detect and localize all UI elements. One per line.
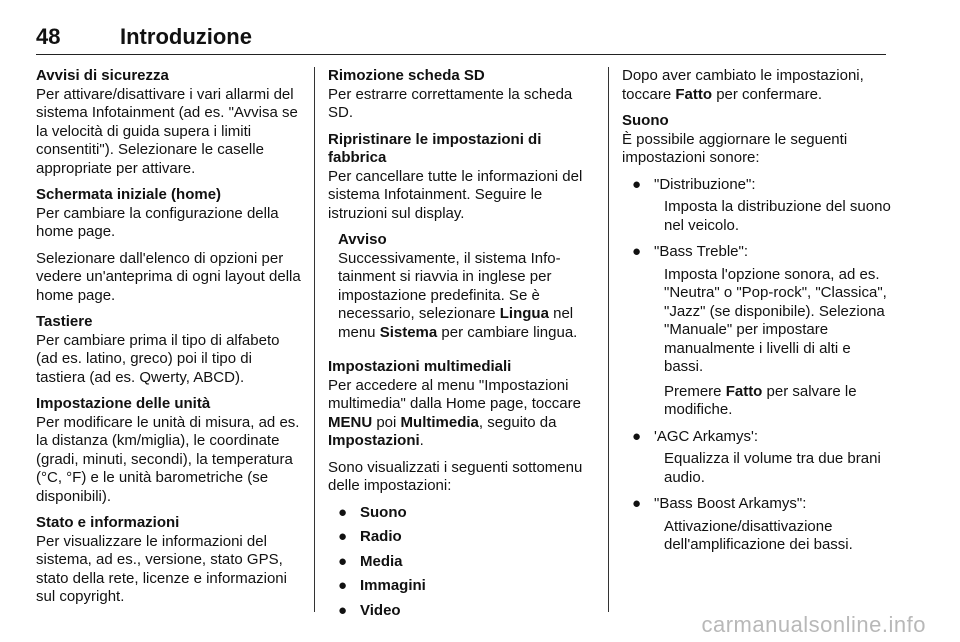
section-sound [622, 112, 894, 555]
bullet-icon: ● [632, 175, 642, 193]
list-item: ● Media [328, 553, 596, 572]
section-title: Impostazione delle unità [36, 395, 211, 412]
list-item [622, 428, 894, 488]
section-title: Stato e informazioni [36, 514, 180, 531]
section-units [36, 395, 304, 506]
item-desc: Attivazione/disattivazione dell'amplificazione dei bassi. [664, 517, 853, 553]
item-label: "Bass Treble": [654, 243, 749, 260]
column-3 [622, 67, 894, 563]
intro-paragraph: Dopo aver cambiato le impostazioni, toccare Fatto per confermare. [622, 67, 864, 103]
list-item: ● Suono [328, 504, 596, 523]
item-desc: Imposta l'opzione sonora, ad es. "Neutra" o "Pop-rock", "Classica", "Jazz" (se disponibile). Seleziona "Manuale" per impostare manualmente i livelli di alti e bassi. [664, 265, 887, 375]
page-header [36, 24, 886, 55]
section-title: Schermata iniziale (home) [36, 186, 222, 203]
notice-box [338, 231, 596, 342]
bullet-icon: ● [338, 552, 348, 570]
section-title: Avvisi di sicurezza [36, 67, 169, 84]
section-title: Tastiere [36, 313, 93, 330]
bullet-icon: ● [338, 577, 348, 594]
section-body: Per accedere al menu "Impostazioni multimedia" dalla Home page, toccare MENU poi Multimedia, seguito da Impostazioni. [328, 376, 581, 449]
section-body: Per modificare le unità di misura, ad es. la distanza (km/miglia), le coordinate (gradi, minuti, secondi), la temperatura (°C, °F) e le unità barometriche (se disponibili). [36, 413, 300, 505]
column-divider [314, 67, 315, 612]
section-body: Per cambiare la configurazione della home page. [36, 204, 279, 240]
list-item [622, 243, 894, 420]
section-title: Rimozione scheda SD [328, 67, 485, 84]
section-body: Per cambiare prima il tipo di alfabeto (ad es. latino, greco) poi il tipo di tastiera (ad es. Qwerty, ABCD). [36, 331, 280, 386]
page-number: 48 [36, 24, 61, 49]
watermark: carmanualsonline.info [701, 612, 926, 637]
section-body: Per attivare/disattivare i vari allarmi del sistema Infotainment (ad es. "Avvisa se la velocità di guida supera i limiti consentiti"). Selezionare le caselle appropriate per attivare. [36, 85, 298, 177]
item-desc: Equalizza il volume tra due brani audio. [664, 450, 881, 486]
bullet-icon: ● [632, 427, 642, 445]
page-title: Introduzione [120, 24, 252, 49]
item-label: 'AGC Arkamys': [654, 427, 759, 445]
section-home-screen [36, 186, 304, 305]
column-2 [328, 67, 596, 628]
section-body: Per cancellare tutte le informazioni del sistema Infotainment. Seguire le istruzioni sul display. [328, 167, 583, 222]
item-label: "Distribuzione": [654, 175, 756, 193]
list-item [622, 176, 894, 236]
section-media-settings [328, 358, 596, 620]
item-label: "Bass Boost Arkamys": [654, 495, 807, 512]
column-1 [36, 67, 304, 615]
section-body: Selezionare dall'elenco di opzioni per vedere un'anteprima di ogni layout della home page. [36, 249, 301, 304]
list-item [622, 495, 894, 555]
bullet-icon: ● [338, 528, 348, 545]
section-title: Suono [622, 112, 669, 129]
item-desc: Imposta la distribuzione del suono nel veicolo. [664, 198, 891, 234]
section-body: Per estrarre correttamente la scheda SD. [328, 85, 573, 121]
section-body: Per visualizzare le informazioni del sistema, ad es., versione, stato GPS, stato della rete, licenze e informazioni sul copyright. [36, 532, 287, 605]
submenu-list [328, 504, 596, 621]
list-item: ● Immagini [328, 577, 596, 596]
section-status-info [36, 514, 304, 607]
section-keyboards [36, 313, 304, 387]
bullet-icon: ● [632, 243, 642, 260]
section-title: Impostazioni multimediali [328, 358, 512, 375]
section-factory-reset [328, 131, 596, 224]
column-divider [608, 67, 609, 612]
notice-text: Successivamente, il sistema Infotainment si riavvia in inglese per impostazione predefinita. Se è necessario, selezionare Lingua nel menu Sistema per cambiare lingua. [338, 249, 578, 341]
section-body: Sono visualizzati i seguenti sottomenu delle impostazioni: [328, 458, 583, 494]
list-item: ● Video [328, 602, 596, 621]
list-item: ● Radio [328, 528, 596, 547]
section-title: Ripristinare le impostazioni di fabbrica [328, 130, 542, 166]
section-body: È possibile aggiornare le seguenti impostazioni sonore: [622, 130, 848, 166]
bullet-icon: ● [338, 601, 348, 619]
bullet-icon: ● [632, 495, 642, 512]
notice-title: Avviso [338, 231, 387, 248]
bullet-icon: ● [338, 503, 348, 521]
section-safety-alerts [36, 67, 304, 178]
section-sd-removal [328, 67, 596, 123]
item-desc: Premere Fatto per salvare le modifiche. [664, 382, 857, 418]
